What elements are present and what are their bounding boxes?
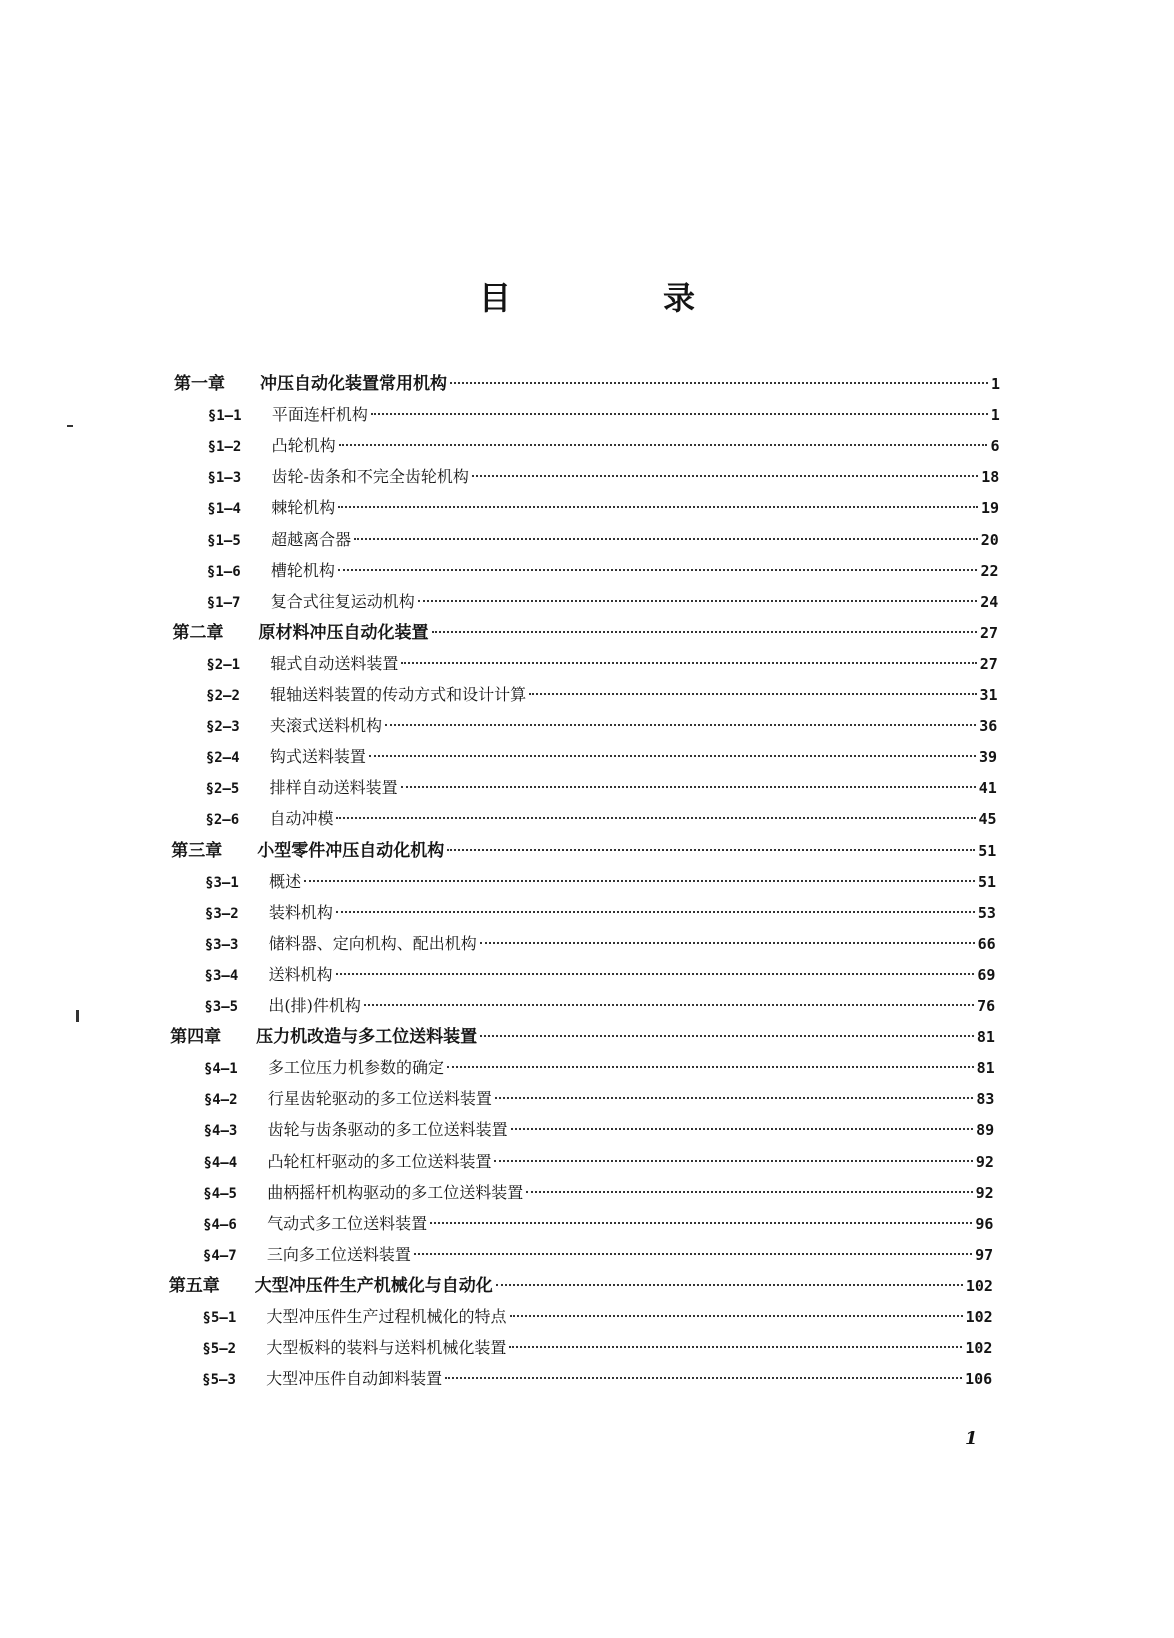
dot-leader xyxy=(495,1096,974,1099)
section-number: §1—1 xyxy=(207,408,242,424)
toc-chapter-entry xyxy=(170,1023,995,1051)
scan-speck xyxy=(76,1010,79,1022)
entry-page-number: 81 xyxy=(976,1059,995,1077)
section-title: 平面连杆机构 xyxy=(271,405,368,424)
toc-section-entry xyxy=(203,1241,993,1269)
toc-section-entry xyxy=(203,1179,993,1207)
dot-leader xyxy=(385,723,976,726)
entry-page-number: 22 xyxy=(980,562,999,580)
section-title: 齿轮-齿条和不完全齿轮机构 xyxy=(271,467,469,486)
dot-leader xyxy=(369,754,976,757)
entry-page-number: 102 xyxy=(965,1339,993,1357)
toc-section-entry xyxy=(203,1210,993,1238)
dot-leader xyxy=(338,505,978,508)
entry-page-number: 20 xyxy=(980,531,999,549)
section-number: §1—6 xyxy=(206,564,241,580)
section-number: §5—3 xyxy=(202,1372,236,1388)
dot-leader xyxy=(401,785,976,788)
section-title: 复合式往复运动机构 xyxy=(270,592,415,611)
entry-page-number: 6 xyxy=(990,437,1000,455)
toc-section-entry xyxy=(206,774,997,802)
section-title: 大型冲压件自动卸料装置 xyxy=(266,1369,443,1388)
dot-leader xyxy=(336,972,975,975)
toc-section-entry xyxy=(207,557,999,585)
dot-leader xyxy=(509,1345,962,1348)
toc-section-entry xyxy=(206,681,997,709)
section-title: 气动式多工位送料装置 xyxy=(267,1214,428,1233)
section-number: §2—5 xyxy=(205,781,240,797)
dot-leader xyxy=(354,537,978,540)
section-title: 槽轮机构 xyxy=(270,561,335,580)
section-number: §4—4 xyxy=(203,1155,238,1171)
page-title: 目 录 xyxy=(478,279,755,317)
entry-page-number: 92 xyxy=(975,1184,994,1202)
toc-section-entry xyxy=(202,1334,992,1362)
entry-page-number: 69 xyxy=(977,966,996,984)
toc-section-entry xyxy=(202,1365,992,1393)
chapter-number: 第一章 xyxy=(174,374,225,394)
toc-chapter-entry xyxy=(174,370,1000,398)
section-number: §3—5 xyxy=(204,999,239,1015)
section-title: 排样自动送料装置 xyxy=(269,778,398,797)
section-title: 出(排)件机构 xyxy=(268,996,361,1015)
dot-leader xyxy=(414,1252,972,1255)
entry-page-number: 96 xyxy=(975,1215,994,1233)
chapter-title: 小型零件冲压自动化机构 xyxy=(257,841,445,861)
section-title: 辊式自动送料装置 xyxy=(270,654,399,673)
section-title: 大型板料的装料与送料机械化装置 xyxy=(266,1338,507,1357)
entry-page-number: 92 xyxy=(975,1153,994,1171)
entry-page-number: 97 xyxy=(975,1246,994,1264)
toc-section-entry xyxy=(204,1085,995,1113)
section-title: 凸轮杠杆驱动的多工位送料装置 xyxy=(267,1152,492,1171)
toc-section-entry xyxy=(206,650,997,678)
dot-leader xyxy=(480,1034,974,1037)
page-number: 1 xyxy=(965,1428,978,1449)
entry-page-number: 1 xyxy=(990,406,1000,424)
section-title: 夹滚式送料机构 xyxy=(270,716,383,735)
toc-section-entry xyxy=(204,1116,995,1144)
section-number: §4—7 xyxy=(202,1248,237,1264)
entry-page-number: 106 xyxy=(965,1370,993,1388)
section-title: 超越离合器 xyxy=(271,530,352,549)
entry-page-number: 76 xyxy=(977,997,996,1015)
toc-section-entry xyxy=(207,588,999,616)
section-title: 送料机构 xyxy=(268,965,333,984)
dot-leader xyxy=(445,1376,962,1379)
dot-leader xyxy=(511,1127,973,1130)
section-number: §4—5 xyxy=(203,1186,237,1202)
toc-section-entry xyxy=(208,401,1000,429)
entry-page-number: 1 xyxy=(990,375,1000,393)
dot-leader xyxy=(339,443,988,446)
toc-section-entry xyxy=(203,1148,993,1176)
dot-leader xyxy=(418,599,977,602)
section-number: §1—4 xyxy=(207,501,241,517)
toc-section-entry xyxy=(205,930,996,958)
toc-section-entry xyxy=(208,432,1000,460)
entry-page-number: 81 xyxy=(976,1028,995,1046)
entry-page-number: 36 xyxy=(979,717,998,735)
section-title: 钩式送料装置 xyxy=(269,747,366,766)
toc-chapter-entry xyxy=(173,619,999,647)
entry-page-number: 31 xyxy=(979,686,998,704)
toc-section-entry xyxy=(205,899,996,927)
section-title: 大型冲压件生产过程机械化的特点 xyxy=(266,1307,507,1326)
dot-leader xyxy=(529,692,976,695)
section-number: §4—1 xyxy=(204,1061,238,1077)
entry-page-number: 41 xyxy=(978,779,997,797)
entry-page-number: 53 xyxy=(977,904,996,922)
section-number: §3—3 xyxy=(204,937,239,953)
section-number: §1—5 xyxy=(207,533,241,549)
chapter-title: 冲压自动化装置常用机构 xyxy=(260,374,447,394)
chapter-title: 原材料冲压自动化装置 xyxy=(258,623,429,643)
entry-page-number: 39 xyxy=(979,748,998,766)
toc-section-entry xyxy=(207,526,999,554)
entry-page-number: 89 xyxy=(976,1121,995,1139)
section-title: 储料器、定向机构、配出机构 xyxy=(268,934,477,953)
dot-leader xyxy=(494,1159,972,1162)
section-number: §4—6 xyxy=(203,1217,237,1233)
dot-leader xyxy=(338,568,978,571)
toc-section-entry xyxy=(206,712,997,740)
chapter-number: 第五章 xyxy=(168,1276,220,1296)
section-number: §1—7 xyxy=(206,595,241,611)
section-number: §5—1 xyxy=(202,1310,237,1326)
section-number: §5—2 xyxy=(202,1341,237,1357)
dot-leader xyxy=(336,816,975,819)
dot-leader xyxy=(447,1065,974,1068)
chapter-number: 第四章 xyxy=(170,1027,222,1047)
section-title: 行星齿轮驱动的多工位送料装置 xyxy=(267,1089,492,1108)
entry-page-number: 27 xyxy=(979,624,999,642)
section-title: 棘轮机构 xyxy=(271,498,336,517)
entry-page-number: 45 xyxy=(978,810,997,828)
section-number: §2—4 xyxy=(205,750,240,766)
section-number: §2—3 xyxy=(206,719,240,735)
section-number: §1—3 xyxy=(207,470,242,486)
section-title: 曲柄摇杆机构驱动的多工位送料装置 xyxy=(267,1183,524,1202)
dot-leader xyxy=(430,1221,972,1224)
entry-page-number: 51 xyxy=(978,873,997,891)
dot-leader xyxy=(480,941,975,944)
chapter-number: 第二章 xyxy=(172,623,224,643)
chapter-number: 第三章 xyxy=(171,841,223,861)
toc-section-entry xyxy=(205,868,996,896)
chapter-title: 压力机改造与多工位送料装置 xyxy=(256,1027,478,1047)
section-title: 凸轮机构 xyxy=(271,436,336,455)
section-number: §2—2 xyxy=(206,688,240,704)
dot-leader xyxy=(432,630,977,633)
toc-chapter-entry xyxy=(171,837,996,865)
dot-leader xyxy=(447,848,975,851)
section-title: 齿轮与齿条驱动的多工位送料装置 xyxy=(267,1120,508,1139)
toc-section-entry xyxy=(203,1303,993,1331)
dot-leader xyxy=(401,661,976,664)
dot-leader xyxy=(336,910,975,913)
chapter-title: 大型冲压件生产机械化与自动化 xyxy=(254,1276,493,1296)
section-number: §2—6 xyxy=(205,812,240,828)
toc-section-entry xyxy=(206,743,997,771)
section-title: 概述 xyxy=(269,872,302,891)
section-number: §3—4 xyxy=(204,968,239,984)
toc-section-entry xyxy=(205,805,996,833)
entry-page-number: 24 xyxy=(980,593,999,611)
section-number: §3—2 xyxy=(204,906,239,922)
entry-page-number: 18 xyxy=(981,468,1000,486)
section-number: §2—1 xyxy=(206,657,241,673)
dot-leader xyxy=(304,879,975,882)
dot-leader xyxy=(371,412,988,415)
entry-page-number: 102 xyxy=(965,1277,993,1295)
scan-speck xyxy=(67,425,73,427)
section-number: §1—2 xyxy=(207,439,242,455)
dot-leader xyxy=(510,1314,963,1317)
toc-section-entry xyxy=(207,494,999,522)
dot-leader xyxy=(526,1190,972,1193)
toc-chapter-entry xyxy=(169,1272,993,1300)
section-title: 三向多工位送料装置 xyxy=(266,1245,411,1264)
section-number: §4—3 xyxy=(203,1123,238,1139)
toc-section-entry xyxy=(207,463,999,491)
section-title: 装料机构 xyxy=(268,903,333,922)
dot-leader xyxy=(472,474,978,477)
section-title: 自动冲模 xyxy=(269,809,334,828)
toc-section-entry xyxy=(204,992,995,1020)
toc-section-entry xyxy=(204,1054,995,1082)
entry-page-number: 27 xyxy=(979,655,998,673)
entry-page-number: 66 xyxy=(977,935,996,953)
entry-page-number: 51 xyxy=(978,842,997,860)
dot-leader xyxy=(496,1283,963,1286)
section-number: §4—2 xyxy=(203,1092,238,1108)
section-number: §3—1 xyxy=(205,875,239,891)
toc-section-entry xyxy=(205,961,996,989)
dot-leader xyxy=(450,381,988,384)
entry-page-number: 102 xyxy=(965,1308,993,1326)
entry-page-number: 19 xyxy=(980,499,1000,517)
dot-leader xyxy=(364,1003,974,1006)
entry-page-number: 83 xyxy=(976,1090,995,1108)
section-title: 多工位压力机参数的确定 xyxy=(268,1058,445,1077)
section-title: 辊轴送料装置的传动方式和设计计算 xyxy=(270,685,527,704)
